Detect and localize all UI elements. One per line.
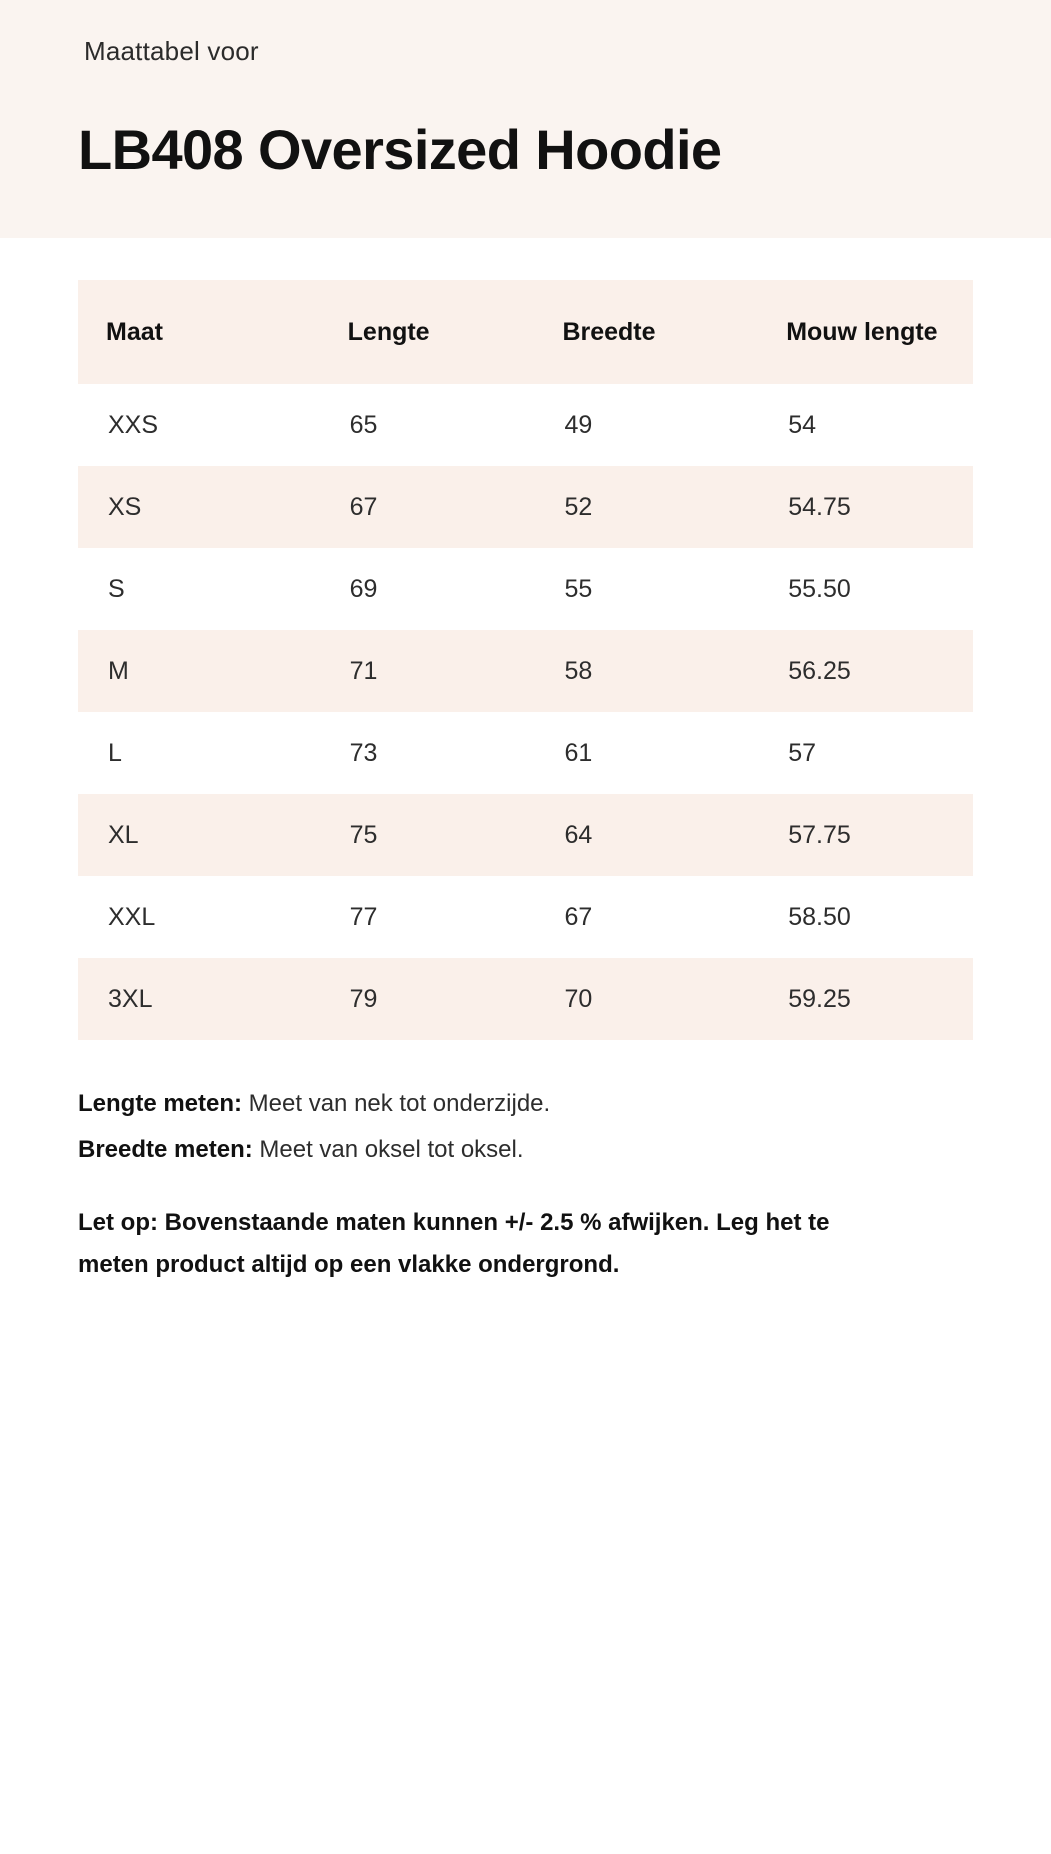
table-body (78, 384, 973, 1040)
table-row (78, 548, 973, 630)
cell-sleeve: 54 (788, 411, 816, 440)
cell-sleeve: 54.75 (788, 493, 851, 522)
table-row (78, 466, 973, 548)
cell-width: 70 (564, 985, 593, 1014)
cell-width: 55 (564, 575, 593, 604)
cell-width: 58 (564, 657, 593, 686)
cell-width: 49 (564, 411, 593, 440)
table-row (78, 794, 973, 876)
cell-size: XS (108, 493, 142, 522)
table-header (78, 280, 973, 385)
column-header-mouw-lengte: Mouw lengte (786, 317, 938, 346)
hero-kicker: Maattabel voor (84, 36, 259, 66)
cell-length: 69 (349, 575, 378, 604)
cell-sleeve: 55.50 (788, 575, 851, 604)
cell-length: 73 (349, 739, 378, 768)
table-row (78, 876, 973, 958)
note-length-text: Meet van nek tot onderzijde. (242, 1090, 551, 1118)
cell-size: 3XL (108, 985, 153, 1014)
cell-sleeve: 56.25 (788, 657, 851, 686)
table-header-row (78, 280, 973, 385)
cell-width: 61 (564, 739, 593, 768)
hero-section (0, 0, 1051, 238)
table-row (78, 384, 973, 466)
tolerance-warning: Let op: Bovenstaande maten kunnen +/- 2.5 % afwijken. Leg het te meten product altijd op een vlakke ondergrond. (78, 1209, 830, 1279)
cell-sleeve: 57.75 (788, 821, 851, 850)
table-row (78, 630, 973, 712)
page-title: LB408 Oversized Hoodie (78, 118, 722, 181)
cell-size: XL (108, 821, 139, 850)
note-width (78, 1132, 973, 1168)
cell-length: 77 (349, 903, 378, 932)
cell-length: 79 (349, 985, 378, 1014)
cell-sleeve: 58.50 (788, 903, 851, 932)
cell-size: XXL (108, 903, 156, 932)
column-header-maat: Maat (106, 317, 163, 346)
cell-size: XXS (108, 411, 159, 440)
cell-size: M (108, 657, 129, 686)
column-header-lengte: Lengte (347, 317, 430, 346)
note-length (78, 1086, 973, 1122)
cell-length: 67 (349, 493, 378, 522)
note-width-text: Meet van oksel tot oksel. (252, 1136, 524, 1164)
size-table (78, 280, 973, 1041)
note-width-label: Breedte meten: (78, 1136, 253, 1164)
content-section (0, 238, 1051, 1327)
measurement-notes (78, 1086, 973, 1168)
table-row (78, 712, 973, 794)
cell-width: 52 (564, 493, 593, 522)
cell-width: 67 (564, 903, 593, 932)
table-row (78, 958, 973, 1040)
cell-size: L (108, 739, 122, 768)
cell-length: 75 (349, 821, 378, 850)
column-header-breedte: Breedte (562, 317, 656, 346)
cell-length: 71 (349, 657, 378, 686)
note-length-label: Lengte meten: (78, 1090, 243, 1118)
cell-sleeve: 59.25 (788, 985, 851, 1014)
cell-size: S (108, 575, 125, 604)
cell-length: 65 (349, 411, 378, 440)
cell-width: 64 (564, 821, 593, 850)
cell-sleeve: 57 (788, 739, 816, 768)
